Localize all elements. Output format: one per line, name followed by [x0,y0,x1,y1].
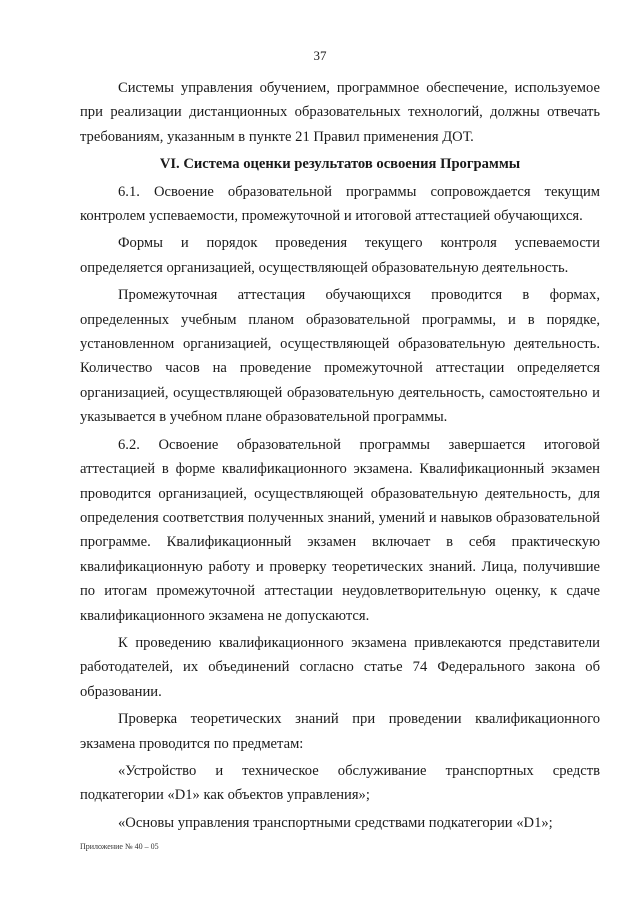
page-number: 37 [313,48,327,63]
paragraph-6-1: 6.1. Освоение образовательной программы сопровождается текущим контролем успеваемости, промежуточной и итоговой аттестацией обучающихся. [80,183,600,225]
paragraph-theory-check: Проверка теоретических знаний при проведении квалификационного экзамена проводится по предметам: [80,711,600,752]
paragraph-lms-requirements: Системы управления обучением, программное обеспечение, используемое при реализации дистанционных образовательных технологий, должны отвечать требованиям, указанным в пункте 21 Правил применения ДОТ. [80,80,600,145]
subject-item-device: «Устройство и техническое обслуживание транспортных средств подкатегории «D1» как объектов управления»; [80,762,600,804]
paragraph-employers: К проведению квалификационного экзамена привлекаются представители работодателей, их объединений согласно статье 74 Федерального закона об образовании. [80,634,600,700]
subject-item-basics: «Основы управления транспортными средствами подкатегории «D1»; [118,814,553,831]
paragraph-intermediate-attestation: Промежуточная аттестация обучающихся проводится в формах, определенных учебным планом образовательной программы, и в порядке, установленном организацией, осуществляющей образовательную деятельность. Количество часов на проведение промежуточной аттестации определяется организацией, осуществляющей образовательную деятельность, самостоятельно и указывается в учебном плане образовательной программы. [80,287,600,426]
document-body [80,76,600,835]
paragraph-current-control: Формы и порядок проведения текущего контроля успеваемости определяется организацией, осуществляющей образовательную деятельность. [80,235,600,276]
page-footer: Приложение № 40 – 05 [80,842,159,851]
section-heading: VI. Система оценки результатов освоения Программы [159,156,521,173]
paragraph-6-2: 6.2. Освоение образовательной программы завершается итоговой аттестацией в форме квалификационного экзамена. Квалификационный экзамен проводится организацией, осуществляющей образовательную деятельность, для определения соответствия полученных знаний, умений и навыков образовательной программе. Квалификационный экзамен включает в себя практическую квалификационную работу и проверку теоретических знаний. Лица, получившие по итогам промежуточной аттестации неудовлетворительную оценку, к сдаче квалификационного экзамена не допускаются. [80,436,600,624]
